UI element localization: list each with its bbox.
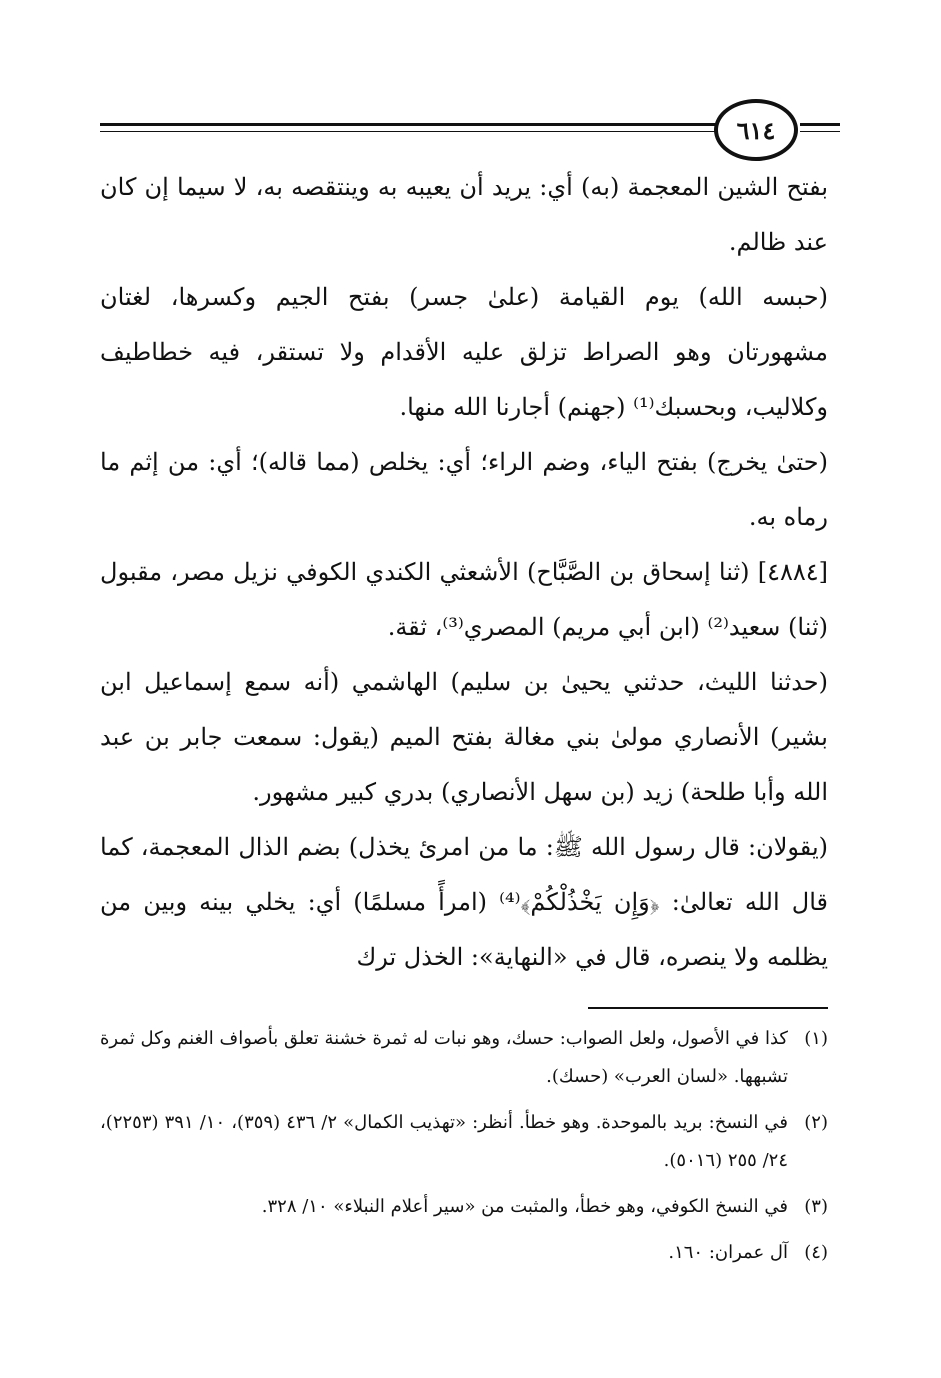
footnote-text: في النسخ الكوفي، وهو خطأ، والمثبت من «سير أعلام النبلاء» ١٠/ ٣٢٨. xyxy=(261,1196,788,1217)
footnote-text: في النسخ: بريد بالموحدة. وهو خطأ. أنظر: «تهذيب الكمال» ٢/ ٤٣٦ (٣٥٩)، ١٠/ ٣٩١ (٢٢٥٣)، ٢٤/ ٢٥٥ (٥٠١٦). xyxy=(100,1112,789,1171)
page-number-badge xyxy=(714,99,798,161)
footnote xyxy=(100,1104,828,1180)
paragraph: (حتىٰ يخرج) بفتح الياء، وضم الراء؛ أي: يخلص (مما قاله)؛ أي: من إثم ما رماه به. xyxy=(100,448,828,531)
paragraph: [٤٨٨٤] (ثنا إسحاق بن الصَّبَّاح) الأشعثي الكندي الكوفي نزيل مصر، مقبول (ثنا) سعيد⁽²⁾ (ابن أبي مريم) المصري⁽³⁾، ثقة. xyxy=(100,558,828,641)
footnote-number: (٢) xyxy=(804,1112,828,1133)
footnote-text: آل عمران: ١٦٠. xyxy=(668,1242,788,1263)
header-rule-right-thin xyxy=(800,131,840,132)
paragraph: بفتح الشين المعجمة (به) أي: يريد أن يعيبه به وينتقصه به، لا سيما إن كان عند ظالم. xyxy=(100,173,828,256)
header-rule-right xyxy=(800,123,840,126)
header-rule-thin xyxy=(100,131,720,132)
page-header xyxy=(100,96,840,166)
footnote xyxy=(100,1188,828,1226)
paragraph: (يقولان: قال رسول الله ﷺ: ما من امرئ يخذل) بضم الذال المعجمة، كما قال الله تعالىٰ: ﴿وَإِن يَخْذُلْكُمْ﴾⁽⁴⁾ (امرأً مسلمًا) أي: يخلي بينه وبين من يظلمه ولا ينصره، قال في «النهاية»: الخذل ترك xyxy=(100,833,828,971)
paragraph: (حبسه الله) يوم القيامة (علىٰ جسر) بفتح الجيم وكسرها، لغتان مشهورتان وهو الصراط تزلق عليه الأقدام ولا تستقر، فيه خطاطيف وكلاليب، وبحسبك⁽¹⁾ (جهنم) أجارنا الله منها. xyxy=(100,283,828,421)
main-text xyxy=(100,160,828,985)
footnote-number: (١) xyxy=(804,1028,828,1049)
header-rule xyxy=(100,123,720,126)
page-number: ٦١٤ xyxy=(736,115,776,145)
footnote-separator xyxy=(588,1007,828,1009)
footnote-number: (٤) xyxy=(804,1242,828,1263)
footnote-number: (٣) xyxy=(804,1196,828,1217)
footnote xyxy=(100,1020,828,1096)
paragraph: (حدثنا الليث، حدثني يحيىٰ بن سليم) الهاشمي (أنه سمع إسماعيل ابن بشير) الأنصاري مولىٰ بني مغالة بفتح الميم (يقول: سمعت جابر بن عبد الله وأبا طلحة) زيد (بن سهل الأنصاري) بدري كبير مشهور. xyxy=(100,668,828,806)
footnote-text: كذا في الأصول، ولعل الصواب: حسك، وهو نبات له ثمرة خشنة تعلق بأصواف الغنم وكل ثمرة تشبهها. «لسان العرب» (حسك). xyxy=(100,1028,788,1087)
footnote xyxy=(100,1234,828,1272)
footnotes xyxy=(100,1020,828,1280)
